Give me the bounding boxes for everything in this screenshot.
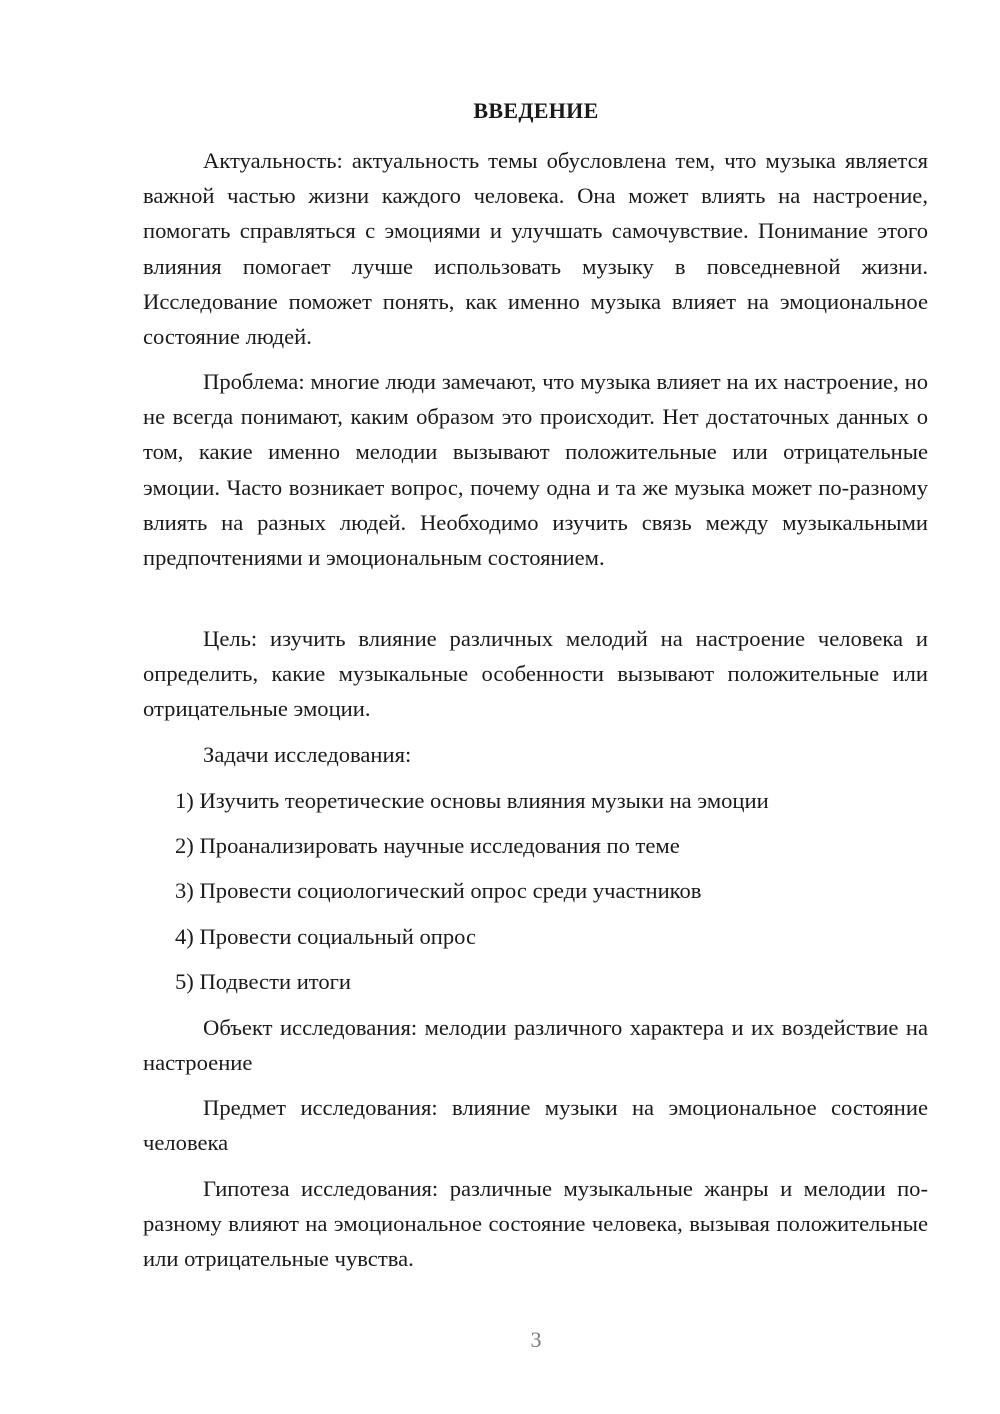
task-item-2: 2) Проанализировать научные исследования по теме <box>175 833 680 858</box>
task-item-5: 5) Подвести итоги <box>175 969 352 994</box>
hypothesis-paragraph: Гипотеза исследования: различные музыкальные жанры и мелодии по-разному влияют на эмоциональное состояние человека, вызывая положительные или отрицательные чувства. <box>143 1176 928 1272</box>
task-item-3: 3) Провести социологический опрос среди участников <box>175 878 702 903</box>
task-item-1: 1) Изучить теоретические основы влияния музыки на эмоции <box>175 788 769 813</box>
object-paragraph: Объект исследования: мелодии различного характера и их воздействие на настроение <box>143 1015 928 1076</box>
page-title: ВВЕДЕНИЕ <box>473 98 599 123</box>
subject-paragraph: Предмет исследования: влияние музыки на эмоциональное состояние человека <box>143 1095 928 1156</box>
problem-paragraph: Проблема: многие люди замечают, что музыка влияет на их настроение, но не всегда понимают, каким образом это происходит. Нет достаточных данных о том, какие именно мелодии вызывают положительные или отрицательные эмоции. Часто возникает вопрос, почему одна и та же музыка может по-разному влиять на разных людей. Необходимо изучить связь между музыкальными предпочтениями и эмоциональным состоянием. <box>143 369 928 571</box>
page-number: 3 <box>530 1327 542 1352</box>
goal-paragraph: Цель: изучить влияние различных мелодий на настроение человека и определить, какие музыкальные особенности вызывают положительные или отрицательные эмоции. <box>143 626 928 722</box>
tasks-heading: Задачи исследования: <box>203 742 412 767</box>
relevance-paragraph: Актуальность: актуальность темы обусловлена тем, что музыка является важной частью жизни каждого человека. Она может влиять на настроение, помогать справляться с эмоциями и улучшать самочувствие. Понимание этого влияния помогает лучше использовать музыку в повседневной жизни. Исследование поможет понять, как именно музыка влияет на эмоциональное состояние людей. <box>143 148 928 350</box>
task-item-4: 4) Провести социальный опрос <box>175 924 477 949</box>
